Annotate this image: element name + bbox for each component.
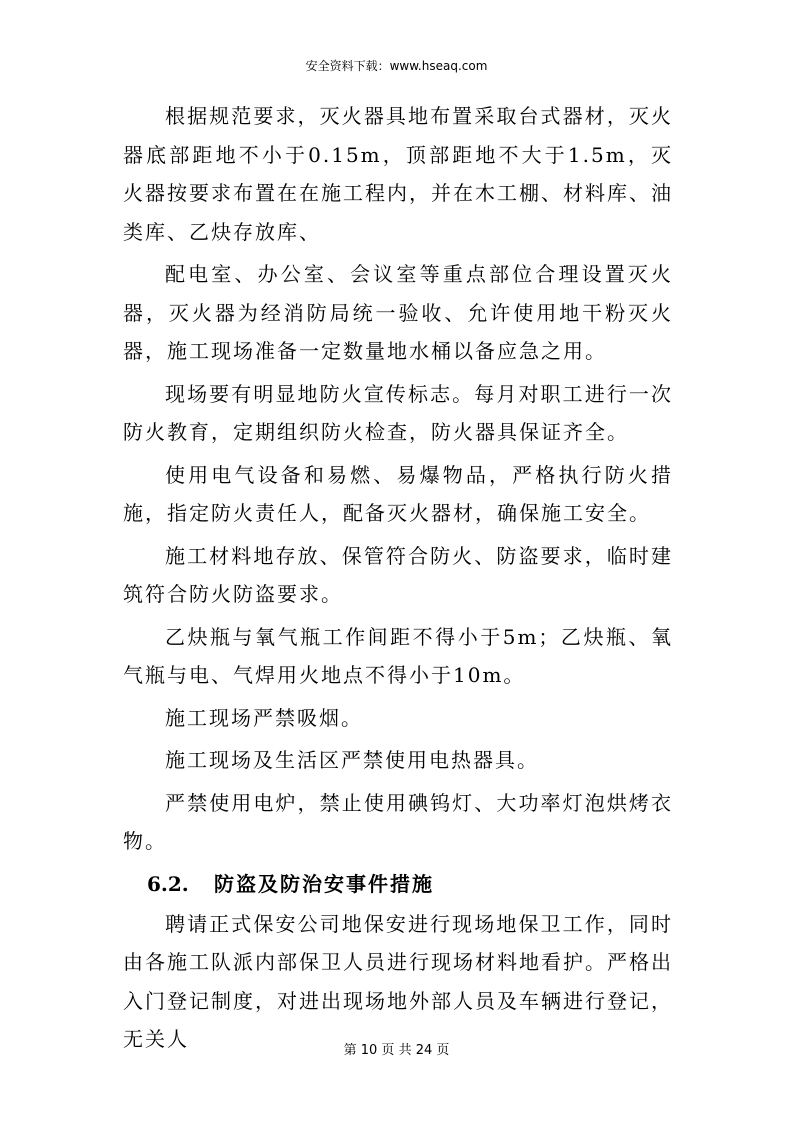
page-footer: 第 10 页 共 24 页	[343, 1043, 450, 1058]
paragraph: 现场要有明显地防火宣传标志。每月对职工进行一次防火教育，定期组织防火检查，防火器具保证齐全。	[123, 381, 673, 444]
paragraph: 施工现场及生活区严禁使用电热器具。	[165, 748, 539, 772]
paragraph: 使用电气设备和易燃、易爆物品，严格执行防火措施，指定防火责任人，配备灭火器材，确保施工安全。	[123, 462, 673, 525]
paragraph: 配电室、办公室、会议室等重点部位合理设置灭火器，灭火器为经消防局统一验收、允许使用地干粉灭火器，施工现场准备一定数量地水桶以备应急之用。	[123, 262, 673, 363]
paragraph-group-after	[123, 905, 673, 1059]
paragraph: 根据规范要求，灭火器具地布置采取台式器材，灭火器底部距地不小于0.15m，顶部距地不大于1.5m，灭火器按要求布置在在施工程内，并在木工棚、材料库、油类库、乙炔存放库、	[123, 104, 673, 244]
paragraph: 乙炔瓶与氧气瓶工作间距不得小于5m；乙炔瓶、氧气瓶与电、气焊用火地点不得小于10m。	[123, 624, 673, 687]
paragraph: 聘请正式保安公司地保安进行现场地保卫工作，同时由各施工队派内部保卫人员进行现场材料地看护。严格出入门登记制度，对进出现场地外部人员及车辆进行登记，无关人	[123, 911, 673, 1051]
paragraph: 施工现场严禁吸烟。	[165, 705, 363, 730]
paragraph: 施工材料地存放、保管符合防火、防盗要求，临时建筑符合防火防盗要求。	[123, 543, 673, 606]
page-header: 安全资料下载：www.hseaq.com	[305, 59, 488, 73]
section-heading	[123, 865, 673, 903]
paragraph: 严禁使用电炉，禁止使用碘钨灯、大功率灯泡烘烤衣物。	[123, 790, 673, 853]
section-title: 防盗及防治安事件措施	[214, 871, 434, 896]
paragraph-group-before	[123, 97, 673, 861]
document-body	[123, 97, 673, 1063]
section-number: 6.2.	[147, 871, 189, 896]
